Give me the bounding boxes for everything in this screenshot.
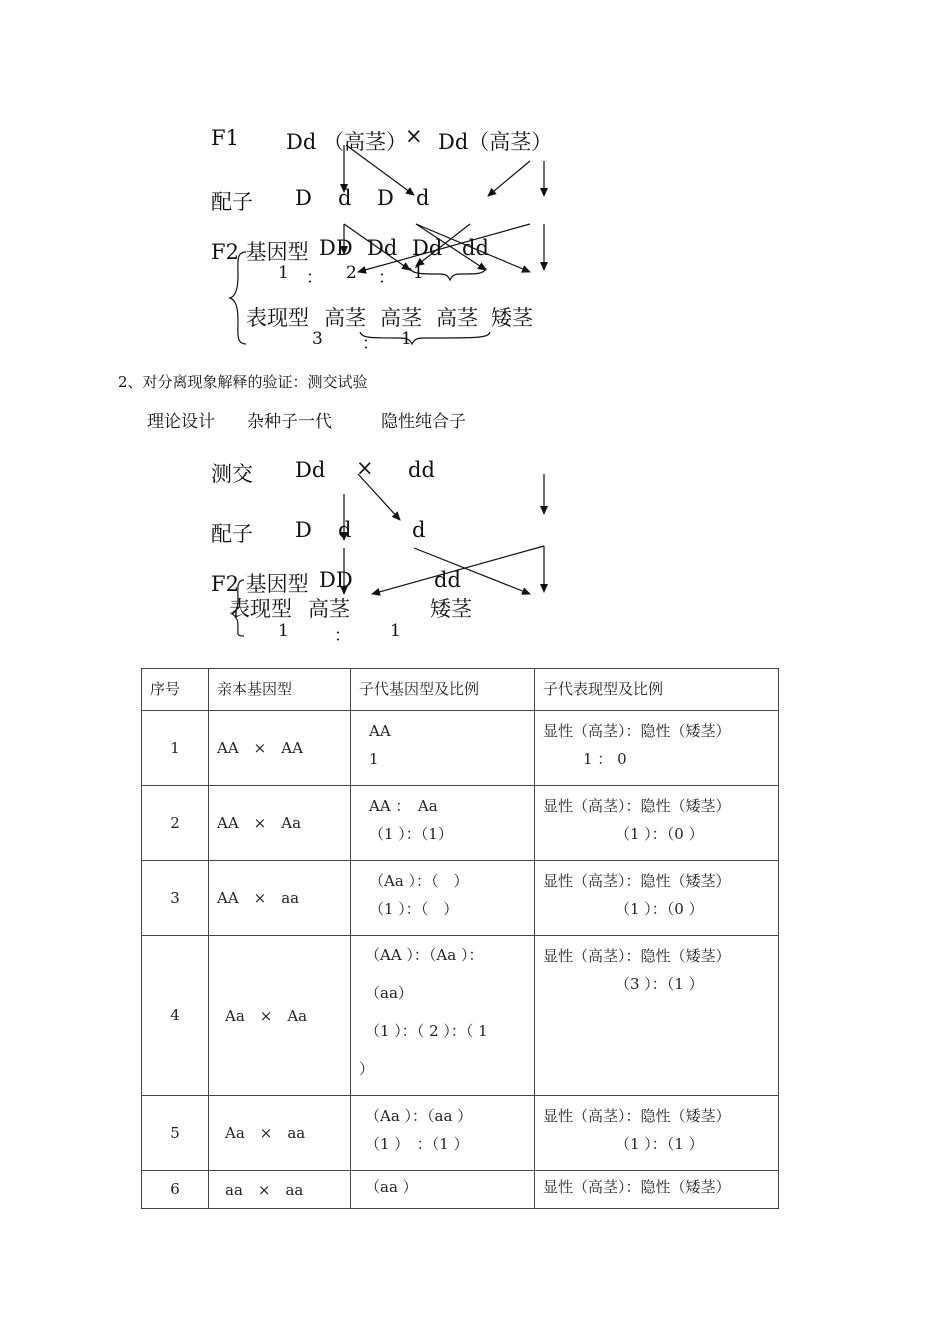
- gamete: D: [295, 518, 312, 542]
- phenotype-ratio: （1 ）：（1 ）: [615, 1135, 704, 1153]
- phenotype-ratio: （1 ）：（0 ）: [615, 900, 704, 918]
- offspring-phenotype: 显性（高茎）：隐性（矮茎）: [543, 946, 731, 965]
- brace: [360, 332, 490, 344]
- testcross-right-parent: dd: [408, 458, 435, 482]
- testcross-left-parent: Dd: [295, 458, 326, 482]
- offspring-ratio: （1 ）：（ 2 ）：（ 1: [365, 1022, 488, 1040]
- phenotype: 高茎: [380, 306, 422, 330]
- f2-genotype-label: F2 基因型: [211, 240, 309, 264]
- gamete: D: [295, 186, 312, 210]
- row-number: 1: [170, 738, 180, 757]
- genotype: Dd: [367, 236, 398, 260]
- cross-symbol: ×: [405, 124, 423, 148]
- parent-genotype: Aa × aa: [225, 1124, 306, 1142]
- table-row: [142, 860, 779, 935]
- parent-genotype: AA × AA: [217, 739, 303, 757]
- ratio: 1: [278, 621, 289, 641]
- row-number: 5: [170, 1123, 180, 1142]
- f2-genotype-label: F2 基因型: [211, 572, 309, 596]
- offspring-genotype: AA ： Aa: [369, 796, 438, 815]
- recessive-label: 隐性纯合子: [381, 412, 466, 432]
- offspring-ratio: （1 ）：（ ）: [369, 900, 459, 918]
- genotype-ratio: 2: [346, 263, 357, 283]
- offspring-ratio: 1: [369, 750, 379, 768]
- genotype-ratio: ：: [306, 268, 323, 288]
- phenotype: 高茎: [308, 597, 350, 621]
- offspring-ratio: （1 ） ：（1 ）: [365, 1135, 469, 1153]
- offspring-ratio: ）: [359, 1060, 375, 1079]
- header-cell: 子代基因型及比例: [351, 669, 535, 711]
- genotype: dd: [434, 568, 461, 592]
- table-row: [142, 1095, 779, 1170]
- phenotype-label: 表现型: [246, 306, 309, 330]
- table-row: [142, 1170, 779, 1208]
- phenotype-ratio: 3: [312, 329, 323, 349]
- table-header-row: [142, 669, 779, 711]
- gamete-label: 配子: [211, 522, 253, 546]
- parent-genotype: AA × aa: [217, 889, 300, 907]
- arrow: [358, 474, 400, 520]
- testcross-label: 测交: [211, 462, 253, 486]
- phenotype-label: 表现型: [229, 597, 292, 621]
- phenotype-ratio: （3 ）：（1 ）: [615, 975, 704, 993]
- genotype: Dd: [412, 236, 443, 260]
- row-number: 2: [170, 813, 180, 832]
- genotype-ratio: 1: [278, 263, 289, 283]
- phenotype: 高茎: [324, 306, 366, 330]
- offspring-genotype: （aa ）: [365, 1177, 418, 1196]
- header-cell: 亲本基因型: [209, 669, 351, 711]
- phenotype-ratio: 1: [401, 329, 412, 349]
- header-cell: 子代表现型及比例: [535, 669, 779, 711]
- offspring-phenotype: 显性（高茎）：隐性（矮茎）: [543, 721, 731, 740]
- parent-genotype: aa × aa: [225, 1180, 304, 1199]
- section-heading: 2、对分离现象解释的验证：测交试验: [118, 373, 368, 391]
- parent-genotype: Aa × Aa: [225, 1006, 308, 1025]
- gamete: d: [412, 518, 426, 542]
- genotype-table: [141, 668, 779, 1209]
- row-number: 6: [170, 1180, 180, 1198]
- offspring-genotype: （Aa ）：（aa ）: [365, 1106, 473, 1125]
- phenotype-ratio: （1 ）：（0 ）: [615, 825, 704, 843]
- table-row: [142, 935, 779, 1095]
- row-number: 3: [170, 888, 180, 907]
- offspring-genotype: （AA ）：（Aa ）：: [365, 945, 484, 964]
- f1-left-parent: Dd （高茎）: [286, 130, 407, 154]
- offspring-genotype: AA: [369, 721, 391, 740]
- hybrid-label: 杂种子一代: [247, 412, 332, 432]
- ratio: 1: [390, 621, 401, 641]
- phenotype-ratio: ：: [362, 334, 379, 354]
- genotype-ratio: ：: [378, 268, 395, 288]
- offspring-phenotype: 显性（高茎）：隐性（矮茎）: [543, 871, 731, 890]
- genotype-ratio: 1: [413, 263, 424, 283]
- gamete: D: [377, 186, 394, 210]
- design-label: 理论设计: [147, 412, 215, 432]
- offspring-genotype: （Aa ）：（ ）: [369, 871, 469, 890]
- f1-right-parent: Dd（高茎）: [438, 130, 553, 154]
- header-cell: 序号: [142, 669, 209, 711]
- offspring-phenotype: 显性（高茎）：隐性（矮茎）: [543, 796, 731, 815]
- phenotype: 矮茎: [491, 306, 533, 330]
- arrow: [488, 161, 530, 196]
- gamete: d: [338, 518, 352, 542]
- offspring-phenotype: 显性（高茎）：隐性（矮茎）: [543, 1106, 731, 1125]
- phenotype: 矮茎: [430, 597, 472, 621]
- gamete: d: [338, 186, 352, 210]
- phenotype: 高茎: [436, 306, 478, 330]
- genotype: DD: [319, 568, 353, 592]
- f1-label: F1: [211, 126, 239, 150]
- arrow: [414, 548, 530, 594]
- offspring-phenotype: 显性（高茎）：隐性（矮茎）: [543, 1177, 731, 1196]
- parent-genotype: AA × Aa: [217, 814, 302, 832]
- cross-symbol: ×: [356, 456, 374, 480]
- genotype: DD: [319, 236, 353, 260]
- table-row: [142, 785, 779, 860]
- offspring-genotype: （aa）: [365, 983, 413, 1002]
- gamete-label: 配子: [211, 190, 253, 214]
- offspring-ratio: （1 ）：（1）: [369, 825, 453, 843]
- gamete: d: [416, 186, 430, 210]
- genotype: dd: [462, 236, 489, 260]
- ratio: ：: [334, 626, 351, 646]
- row-number: 4: [170, 1006, 180, 1024]
- phenotype-ratio: 1 ： 0: [583, 750, 627, 768]
- table-row: [142, 710, 779, 785]
